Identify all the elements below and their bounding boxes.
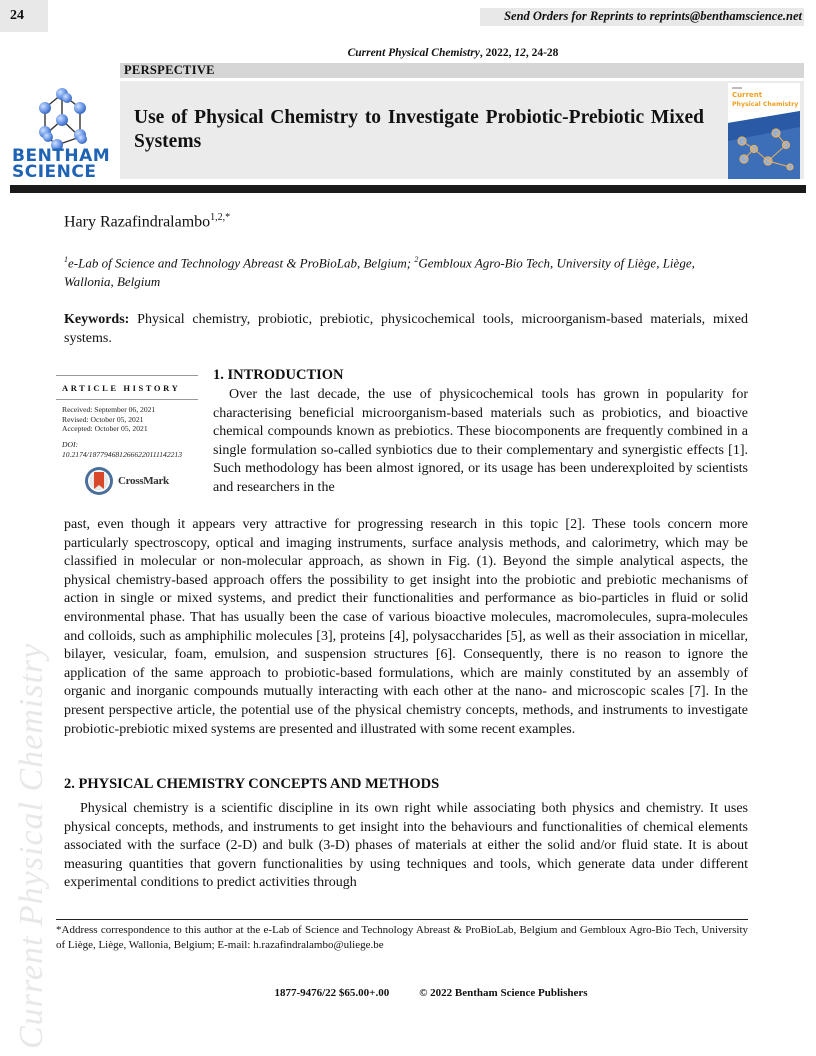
- article-history-dates: [62, 405, 155, 434]
- journal-watermark: Current Physical Chemistry: [13, 642, 50, 1049]
- article-type-bar: [120, 63, 804, 78]
- doi-label: DOI:: [62, 440, 79, 449]
- section-heading-introduction: 1. INTRODUCTION: [213, 367, 344, 383]
- issn-price: 1877-9476/22 $65.00+.00: [274, 987, 390, 999]
- author-affiliation-marks: 1,2,*: [210, 212, 231, 223]
- journal-pages: , 24-28: [525, 47, 559, 59]
- journal-year: , 2022,: [479, 47, 515, 59]
- revised-date: Revised: October 05, 2021: [62, 414, 144, 424]
- reprints-notice: Send Orders for Reprints to reprints@benthamscience.net: [504, 9, 802, 23]
- journal-volume: 12: [514, 47, 526, 59]
- crossmark-label: CrossMark: [118, 475, 169, 487]
- publisher-logo-text: [12, 148, 110, 180]
- author-name: Hary Razafindralambo: [64, 213, 211, 231]
- doi-block: [62, 440, 182, 459]
- crossmark-icon: [84, 466, 114, 496]
- concepts-paragraph: Physical chemistry is a scientific discipline in its own right while associating both physics and chemistry. It uses physical concepts, methods, and instruments to get insight into the behaviours and functionalities of chemical elements associated with the surface (2-D) and bulk (3-D) phases of materials at either the solid and/or fluid state. It is about measuring quantities that govern functionalities by using techniques and tools, which generate data under different experimental conditions to predict activities through: [64, 801, 748, 891]
- logo-line-2: SCIENCE: [12, 162, 97, 182]
- section-heading-concepts: 2. PHYSICAL CHEMISTRY CONCEPTS AND METHODS: [64, 776, 440, 792]
- footnote-rule: [56, 919, 748, 920]
- affiliation-2: Gembloux Agro-Bio Tech, University of Liège, Liège, Wallonia, Belgium: [64, 255, 695, 290]
- received-date: Received: September 06, 2021: [62, 405, 156, 414]
- logo-line-1: BENTHAM: [12, 146, 111, 166]
- intro-paragraph-top: Over the last decade, the use of physicochemical tools has grown in popularity for characterising beneficial microorganism-based materials such as probiotics, and bioactive chemical compounds known as prebiotics. These biocomponents are frequently combined in a single formulation so-called synbiotics due to their complementary and synergistic effects [1]. Such methodology has been almost ignored, or its usage has been underexploited by scientists and researchers in the: [213, 387, 748, 495]
- cover-title-1: Current: [732, 91, 763, 99]
- journal-name: Current Physical Chemistry: [347, 47, 480, 59]
- affiliations: [64, 250, 724, 291]
- accepted-date: Accepted: October 05, 2021: [62, 424, 148, 433]
- affiliation-2-mark: 2: [414, 255, 419, 264]
- intro-paragraph-rest: past, even though it appears very attractive for progressing research in this topic [2]. These tools concern more particularly spectroscopy, optical and imaging instruments, surface analysis methods, and calorimetry, which may be classified in molecular or non-molecular approach, as shown in Fig. (1). Beyond the simple analytical aspects, the physical chemistry-based approach offers the possibility to get insight into the probiotic and prebiotic mechanisms of action in single or mixed systems, and predict their functionalities and performance as bio-particles in fluid or solid environmental phase. That has usually been the case of various bioactive molecules, macromolecules, supra-molecules and colloids, such as amphiphilic molecules [3], proteins [4], polysaccharides [5], as well as their association in micellar, bilayer, vesicular, foam, emulsion, and suspension structures [6]. Consequently, there is no reason to ignore the application of the same approach to probiotic-based formulations, which are mainly constituted by an assembly of organic and inorganic compounds mutually interacting with each other at the nano- and microscopic scales [7]. In the present perspective article, the potential use of the physical chemistry concepts, methods, and instruments to investigate probiotic-prebiotic mixed systems are presented and illustrated with some recent examples.: [64, 517, 748, 737]
- article-title: Use of Physical Chemistry to Investigate Probiotic-Prebiotic Mixed Systems: [134, 107, 704, 152]
- page-footer: [0, 987, 816, 999]
- journal-citation: [0, 47, 816, 59]
- copyright: © 2022 Bentham Science Publishers: [419, 987, 588, 999]
- cover-title-2: Physical Chemistry: [732, 101, 799, 108]
- history-rule-bottom: [56, 399, 198, 400]
- author-line: [64, 212, 230, 231]
- journal-cover-image: [728, 83, 800, 179]
- correspondence-footnote: *Address correspondence to this author at the e-Lab of Science and Technology Abreast & ProBioLab, Belgium and Gembloux Agro-Bio Tech, University of Liège, Liège, Wallonia, Belgium; E-mail: h.razafindralambo@uliege.be: [56, 924, 748, 951]
- keywords-list: Physical chemistry, probiotic, prebiotic, physicochemical tools, microorganism-based materials, mixed systems.: [64, 312, 748, 346]
- article-history-title: ARTICLE HISTORY: [62, 383, 181, 393]
- page-number: 24: [10, 8, 24, 23]
- crossmark-badge[interactable]: [84, 466, 169, 496]
- affiliation-1-mark: 1: [64, 255, 68, 264]
- keywords-label: Keywords:: [64, 312, 130, 327]
- header-divider: [10, 185, 806, 193]
- affiliation-1: e-Lab of Science and Technology Abreast & ProBioLab, Belgium;: [68, 255, 415, 271]
- doi-link[interactable]: 10.2174/1877946812666220111142213: [62, 449, 183, 459]
- page-number-box: [0, 0, 48, 32]
- article-type: PERSPECTIVE: [124, 63, 215, 77]
- history-rule-top: [56, 375, 198, 376]
- keywords: [64, 310, 748, 348]
